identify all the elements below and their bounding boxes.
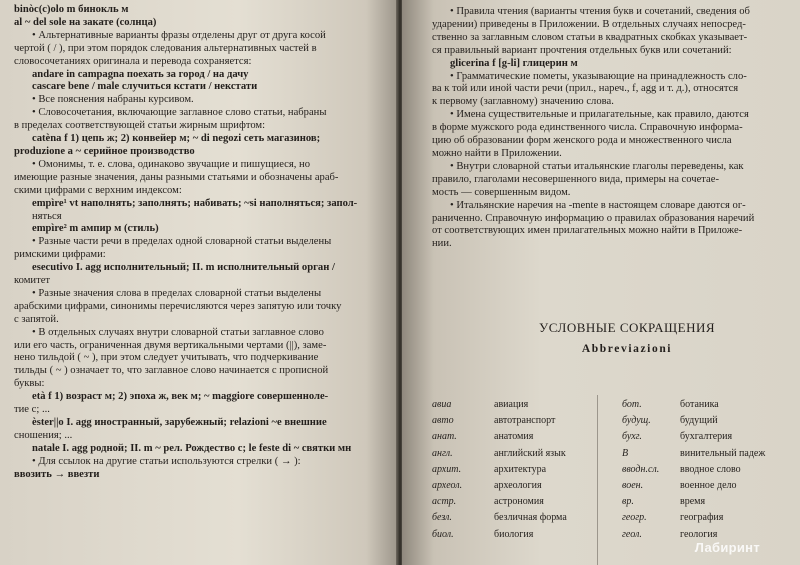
text-line: ввозить → ввезти — [14, 468, 100, 480]
abbreviation-row — [622, 496, 765, 512]
abbreviation-row — [432, 448, 567, 464]
abbreviation-row — [432, 415, 567, 431]
abbreviation-meaning: география — [680, 512, 724, 524]
text-line: natale I. agg родной; II. m ~ рел. Рождество с; le feste di ~ святки мн — [32, 442, 352, 454]
abbreviation-row — [432, 512, 567, 528]
text-line: словосочетаниях оригинала и перевода сохраняется: — [14, 55, 252, 67]
column-divider — [597, 395, 598, 565]
abbreviation-short: авто — [432, 415, 454, 427]
abbreviation-meaning: архитектура — [494, 463, 547, 475]
text-line: ударении) приведены в Приложении. В отдельных случаях непосред- — [432, 18, 746, 30]
text-line: • Разные значения слова в пределах словарной статьи выделены — [32, 287, 322, 299]
text-line: в пределах соответствующей статьи жирным шрифтом: — [14, 120, 266, 132]
text-line: • Омонимы, т. е. слова, одинаково звучащие и пишущиеся, но — [32, 158, 311, 170]
text-line: ственно за заглавным словом статьи в квадратных скобках указывает- — [432, 31, 748, 43]
text-line: andare in campagna поехать за город / на дачу — [32, 68, 249, 80]
abbreviation-short: геол. — [622, 528, 642, 540]
abbreviation-row — [622, 399, 765, 415]
text-line: • Внутри словарной статьи итальянские глаголы переведены, как — [450, 160, 744, 172]
abbreviation-row — [622, 431, 765, 447]
abbreviation-row — [622, 512, 765, 528]
text-line: esecutivo I. agg исполнительный; II. m исполнительный орган / — [32, 262, 335, 274]
text-line: ся правильный вариант прочтения отдельных букв или сочетаний: — [432, 44, 732, 56]
text-line: или его часть, ограниченная двумя вертикальными чертами (||), заме- — [14, 339, 327, 351]
text-line: в форме мужского рода единственного числа. Справочную информа- — [432, 122, 743, 134]
abbreviation-meaning: бухгалтерия — [680, 431, 733, 443]
abbreviation-row — [432, 399, 567, 415]
abbreviation-meaning: биология — [494, 528, 534, 540]
left-page-text — [14, 4, 384, 482]
text-line: от соответствующих имен прилагательных можно найти в Приложе- — [432, 225, 743, 237]
text-line: età f 1) возраст м; 2) эпоха ж, век м; ~ maggiore совершеннолe- — [32, 391, 329, 403]
abbreviation-short: анат. — [432, 431, 457, 443]
abbreviation-short: воен. — [622, 479, 644, 491]
abbreviation-short: авиа — [432, 399, 452, 410]
text-line: empìre¹ vt наполнять; заполнять; набивать; ~si наполняться; запол- — [32, 197, 358, 209]
text-line: няться — [32, 210, 62, 222]
abbreviations-column-left — [432, 399, 567, 545]
text-line: с запятой. — [14, 313, 59, 325]
text-line: нено тильдой ( ~ ), при этом следует учитывать, что подчеркивание — [14, 352, 319, 364]
abbreviation-meaning: винительный падеж — [680, 447, 766, 459]
abbreviation-row — [432, 464, 567, 480]
abbreviation-meaning: астрономия — [494, 496, 544, 508]
text-line: èster||o I. agg иностранный, зарубежный; relazioni ~e внешние — [32, 417, 327, 428]
text-line: • Правила чтения (варианты чтения букв и сочетаний, сведения об — [450, 6, 750, 17]
abbreviation-short: вр. — [622, 496, 634, 508]
abbreviation-short: архит. — [432, 463, 462, 475]
text-line: раниченно. Справочную информацию о правилах образования наречий — [432, 212, 755, 224]
text-line: • Для ссылок на другие статьи используются стрелки ( → ): — [32, 455, 301, 467]
abbreviation-short: археол. — [432, 479, 463, 491]
abbreviation-short: будущ. — [622, 415, 651, 427]
text-line: скими цифрами с верхним индексом: — [14, 184, 182, 196]
abbreviation-short: геогр. — [622, 512, 647, 524]
abbreviation-row — [432, 480, 567, 496]
abbreviation-row — [432, 496, 567, 512]
text-line: можно найти в Приложении. — [432, 147, 562, 159]
text-line: чертой ( / ), при этом порядок следования альтернативных частей в — [14, 42, 317, 54]
text-line: комитет — [14, 275, 51, 287]
abbreviation-row — [622, 415, 765, 431]
left-page — [0, 0, 398, 565]
text-line: cascare bene / male случиться кстати / некстати — [32, 81, 258, 93]
abbreviations-column-right — [622, 399, 765, 545]
text-line: catèna f 1) цепь ж; 2) конвейер м; ~ di negozi сеть магазинов; — [32, 133, 321, 145]
abbreviation-row — [622, 448, 765, 464]
abbreviation-meaning: автотранспорт — [494, 415, 556, 427]
section-heading: УСЛОВНЫЕ СОКРАЩЕНИЯ — [538, 320, 716, 335]
text-line: римскими цифрами: — [14, 249, 106, 261]
abbreviation-meaning: будущий — [680, 415, 718, 427]
text-line: glicerina f [g-li] глицерин м — [450, 57, 578, 69]
text-line: produzione a ~ серийное производство — [14, 145, 195, 157]
text-line: тильды ( ~ ) означает то, что заглавное слово начинается с прописной — [14, 365, 329, 377]
text-line: арабскими цифрами, синонимы перечисляются через запятую или точку — [14, 300, 342, 312]
text-line: • Имена существительные и прилагательные, как правило, даются — [450, 109, 749, 121]
abbreviation-meaning: безличная форма — [494, 512, 567, 524]
abbreviation-meaning: военное дело — [680, 479, 737, 491]
abbreviation-short: астр. — [432, 496, 457, 508]
abbreviation-short: англ. — [432, 447, 453, 459]
section-subheading: Abbreviazioni — [581, 343, 673, 355]
text-line: • Грамматические пометы, указывающие на принадлежность сло- — [450, 70, 747, 82]
text-line: empìre² m ампир м (стиль) — [32, 223, 159, 235]
abbreviation-short: бот. — [622, 399, 642, 410]
text-line: binòc(c)olo m бинокль м — [14, 4, 129, 15]
text-line: цию об образовании форм женского рода и множественного числа — [432, 135, 732, 147]
abbreviation-short: вводн.сл. — [622, 463, 660, 475]
text-line: сношения; ... — [14, 429, 73, 441]
abbreviation-meaning: авиация — [494, 399, 529, 410]
abbreviation-meaning: ботаника — [680, 399, 719, 410]
text-line: мость — совершенным видом. — [432, 186, 571, 198]
text-line: имеющие разные значения, даны разными статьями и обозначены араб- — [14, 171, 339, 183]
abbreviation-meaning: время — [680, 496, 706, 508]
abbreviation-row — [622, 480, 765, 496]
text-line: • Разные части речи в пределах одной словарной статьи выделены — [32, 236, 332, 248]
text-line: ва к той или иной части речи (прил., нареч., f, agg и т. д.), относятся — [432, 83, 739, 95]
right-page-text — [432, 6, 782, 251]
watermark-logo: Лабиринт — [694, 540, 760, 555]
text-line: • Итальянские наречия на -mente в настоящем словаре даются ог- — [450, 199, 746, 211]
text-line: • Словосочетания, включающие заглавное слово статьи, набраны — [32, 107, 327, 119]
abbreviation-short: бухг. — [622, 431, 642, 443]
text-line: • Альтернативные варианты фразы отделены друг от друга косой — [32, 29, 326, 41]
right-page — [402, 0, 800, 565]
abbreviation-meaning: археология — [494, 479, 542, 491]
abbreviation-row — [432, 529, 567, 545]
text-line: к первому (заглавному) значению слова. — [432, 96, 614, 108]
abbreviation-short: В — [622, 447, 629, 459]
abbreviation-short: биол. — [432, 528, 454, 540]
text-line: нии. — [432, 238, 452, 250]
text-line: буквы: — [14, 378, 45, 390]
abbreviation-short: безл. — [432, 512, 452, 524]
text-line: • Все пояснения набраны курсивом. — [32, 94, 194, 106]
abbreviation-meaning: геология — [680, 528, 718, 540]
abbreviation-row — [432, 431, 567, 447]
text-line: al ~ del sole на закате (солнца) — [14, 16, 157, 28]
abbreviation-meaning: анатомия — [494, 431, 534, 443]
text-line: • В отдельных случаях внутри словарной статьи заглавное слово — [32, 326, 324, 338]
text-line: правило, глаголами несовершенного вида, примеры на сочетае- — [432, 173, 719, 185]
abbreviation-row — [622, 464, 765, 480]
text-line: тие с; ... — [14, 404, 50, 416]
abbreviation-meaning: вводное слово — [680, 463, 741, 475]
abbreviation-meaning: английский язык — [494, 447, 566, 459]
